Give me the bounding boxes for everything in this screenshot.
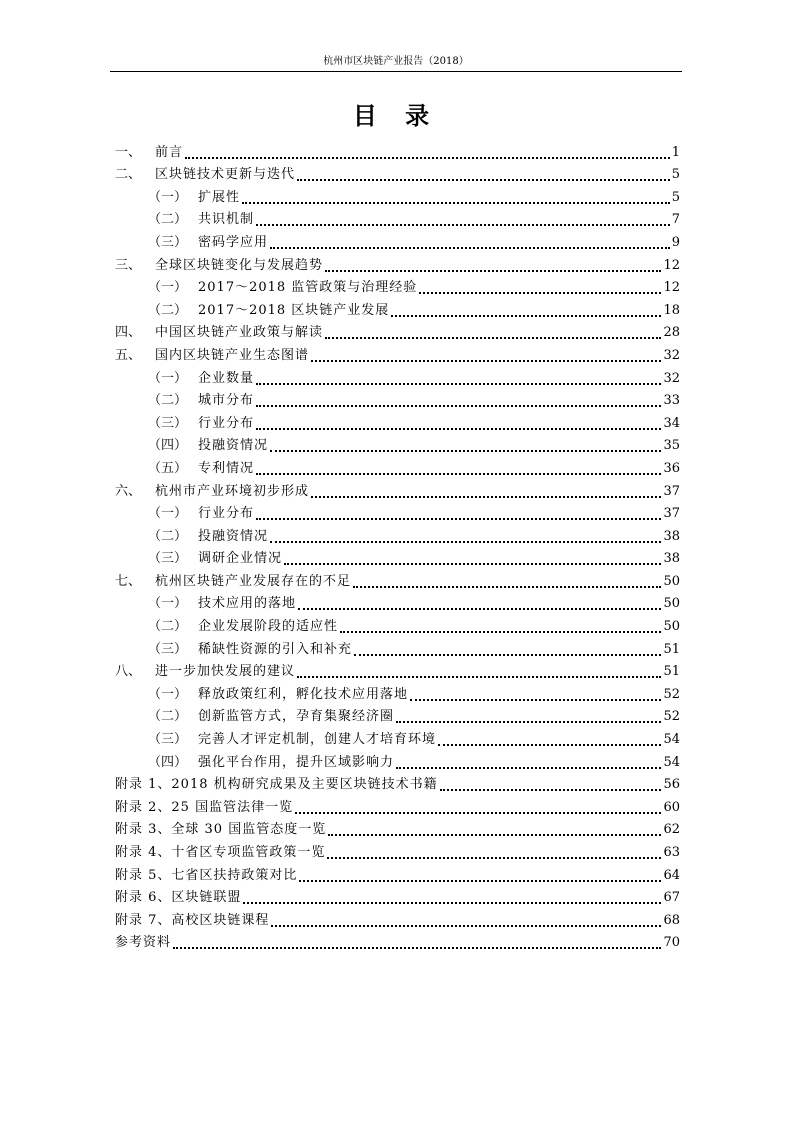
toc-label: 附录 6、区块链联盟	[115, 890, 242, 906]
toc-leader	[297, 664, 661, 678]
toc-label: 参考资料	[115, 935, 172, 951]
toc-number: （三）	[148, 641, 188, 657]
toc-leader	[256, 416, 661, 430]
toc-page: 5	[671, 189, 680, 205]
toc-leader	[295, 800, 661, 814]
toc-leader	[256, 393, 661, 407]
toc-label: 专利情况	[198, 460, 255, 476]
toc-number: （一）	[148, 370, 188, 386]
toc-page: 7	[671, 212, 680, 228]
toc-number: （二）	[148, 528, 188, 544]
toc-label: 释放政策红利，孵化技术应用落地	[198, 686, 409, 702]
toc-page: 54	[663, 732, 680, 748]
toc-entry[interactable]	[115, 387, 680, 410]
toc-entry[interactable]	[115, 341, 680, 364]
toc-page: 5	[671, 167, 680, 183]
toc-entry[interactable]	[115, 906, 680, 929]
toc-entry[interactable]	[115, 364, 680, 387]
toc-number: （四）	[148, 754, 188, 770]
toc-page: 38	[663, 528, 680, 544]
toc-entry[interactable]	[115, 545, 680, 568]
toc-number: 五、	[115, 347, 142, 363]
toc-number: （二）	[148, 709, 188, 725]
toc-entry[interactable]	[115, 183, 680, 206]
toc-leader	[298, 596, 661, 610]
toc-number: （二）	[148, 212, 188, 228]
toc-page: 35	[663, 438, 680, 454]
toc-leader	[271, 913, 661, 927]
toc-entry[interactable]	[115, 861, 680, 884]
toc-entry[interactable]	[115, 274, 680, 297]
toc-number: （一）	[148, 686, 188, 702]
toc-number: （二）	[148, 393, 188, 409]
toc-label: 行业分布	[198, 415, 255, 431]
toc-page: 32	[663, 347, 680, 363]
toc-entry[interactable]	[115, 567, 680, 590]
toc-page: 1	[671, 144, 680, 160]
toc-label: 稀缺性资源的引入和补充	[198, 641, 353, 657]
toc-number: 七、	[115, 573, 142, 589]
toc-page: 18	[663, 302, 680, 318]
toc-label: 附录 3、全球 30 国监管态度一览	[115, 822, 327, 838]
toc-entry[interactable]	[115, 161, 680, 184]
toc-entry[interactable]	[115, 477, 680, 500]
toc-leader	[396, 755, 661, 769]
toc-entry[interactable]	[115, 816, 680, 839]
toc-entry[interactable]	[115, 228, 680, 251]
toc-number: （三）	[148, 551, 188, 567]
toc-entry[interactable]	[115, 658, 680, 681]
toc-leader	[325, 325, 661, 339]
toc-page: 34	[663, 415, 680, 431]
toc-page: 63	[663, 845, 680, 860]
toc-leader	[311, 348, 661, 362]
toc-number: （三）	[148, 234, 188, 250]
toc-label: 区块链技术更新与迭代	[155, 167, 296, 183]
toc-label: 附录 2、25 国监管法律一览	[115, 799, 294, 815]
toc-label: 投融资情况	[198, 438, 269, 454]
toc-entry[interactable]	[115, 319, 680, 342]
toc-leader	[243, 890, 661, 904]
toc-number: 四、	[115, 325, 142, 341]
toc-number: （二）	[148, 619, 188, 635]
toc-entry[interactable]	[115, 884, 680, 907]
toc-page: 32	[663, 370, 680, 386]
toc-page: 37	[663, 506, 680, 522]
toc-leader	[419, 280, 661, 294]
toc-label: 附录 5、七省区扶持政策对比	[115, 867, 298, 883]
toc-label: 企业数量	[198, 370, 255, 386]
toc-label: 创新监管方式，孕育集聚经济圈	[198, 709, 395, 725]
toc-number: （一）	[148, 280, 188, 296]
toc-leader	[325, 258, 661, 272]
toc-leader	[440, 777, 662, 791]
toc-page: 62	[663, 822, 680, 838]
toc-entry[interactable]	[115, 793, 680, 816]
toc-leader	[270, 529, 661, 543]
toc-page: 60	[663, 799, 680, 815]
toc-page: 54	[663, 754, 680, 770]
toc-entry[interactable]	[115, 409, 680, 432]
toc-entry[interactable]	[115, 522, 680, 545]
toc-page: 38	[663, 551, 680, 567]
toc-entry[interactable]	[115, 500, 680, 523]
toc-page: 51	[663, 664, 680, 680]
toc-label: 调研企业情况	[198, 551, 283, 567]
toc-page: 36	[663, 460, 680, 476]
toc-label: 扩展性	[198, 189, 241, 205]
toc-entry[interactable]	[115, 612, 680, 635]
toc-number: （二）	[148, 302, 188, 318]
toc-entry[interactable]	[115, 206, 680, 229]
toc-entry[interactable]	[115, 296, 680, 319]
toc-page: 50	[663, 619, 680, 635]
toc-label: 国内区块链产业生态图谱	[155, 347, 310, 363]
toc-leader	[256, 371, 661, 385]
toc-page: 12	[663, 257, 680, 273]
page-title: 目 录	[352, 102, 440, 130]
toc-page: 52	[663, 709, 680, 725]
toc-label: 技术应用的落地	[198, 596, 297, 612]
toc-page: 67	[663, 890, 680, 906]
toc-label: 全球区块链变化与发展趋势	[155, 257, 324, 273]
toc-label: 前言	[155, 144, 184, 160]
toc-number: （一）	[148, 596, 188, 612]
toc-entry[interactable]	[115, 748, 680, 771]
toc-label: 企业发展阶段的适应性	[198, 619, 339, 635]
toc-number: （三）	[148, 732, 188, 748]
running-header: 杭州市区块链产业报告（2018）	[323, 56, 469, 67]
toc-entry[interactable]	[115, 454, 680, 477]
toc-leader	[328, 822, 661, 836]
toc-number: （五）	[148, 460, 188, 476]
toc-label: 2017～2018 监管政策与治理经验	[198, 280, 418, 296]
toc-label: 杭州市产业环境初步形成	[155, 483, 310, 499]
toc-page: 9	[671, 234, 680, 250]
toc-label: 附录 7、高校区块链课程	[115, 912, 270, 928]
toc-number: 三、	[115, 257, 142, 273]
toc-entry[interactable]	[115, 725, 680, 748]
toc-entry[interactable]	[115, 635, 680, 658]
toc-label: 行业分布	[198, 506, 255, 522]
toc-page: 50	[663, 573, 680, 589]
toc-label: 完善人才评定机制，创建人才培育环境	[198, 732, 437, 748]
toc-leader	[354, 642, 661, 656]
toc-entry[interactable]	[115, 703, 680, 726]
toc-page: 50	[663, 596, 680, 612]
toc-number: 八、	[115, 664, 142, 680]
toc-leader	[340, 619, 661, 633]
toc-entry[interactable]	[115, 838, 680, 861]
toc-number: （一）	[148, 189, 188, 205]
toc-number: 六、	[115, 483, 142, 499]
toc-label: 2017～2018 区块链产业发展	[198, 302, 390, 318]
header-rule	[110, 71, 682, 72]
toc-leader	[391, 303, 661, 317]
toc-entry[interactable]	[115, 590, 680, 613]
toc-leader	[353, 574, 661, 588]
toc-entry[interactable]	[115, 929, 680, 952]
toc-leader	[173, 935, 661, 949]
toc-page: 37	[663, 483, 680, 499]
toc-label: 城市分布	[198, 393, 255, 409]
table-of-contents	[115, 138, 680, 951]
toc-number: （一）	[148, 506, 188, 522]
toc-leader	[311, 484, 661, 498]
toc-number: （三）	[148, 415, 188, 431]
toc-label: 进一步加快发展的建议	[155, 664, 296, 680]
toc-label: 投融资情况	[198, 528, 269, 544]
toc-page: 70	[663, 935, 680, 951]
toc-label: 杭州区块链产业发展存在的不足	[155, 573, 352, 589]
toc-leader	[297, 167, 670, 181]
toc-label: 共识机制	[198, 212, 255, 228]
toc-leader	[299, 868, 661, 882]
toc-entry[interactable]	[115, 680, 680, 703]
toc-page: 64	[663, 867, 680, 883]
toc-entry[interactable]	[115, 771, 680, 794]
toc-page: 68	[663, 912, 680, 928]
toc-leader	[438, 732, 661, 746]
toc-label: 中国区块链产业政策与解读	[155, 325, 324, 341]
toc-leader	[270, 438, 661, 452]
toc-page: 28	[663, 325, 680, 341]
toc-entry[interactable]	[115, 138, 680, 161]
toc-page: 52	[663, 686, 680, 702]
toc-label: 强化平台作用，提升区域影响力	[198, 754, 395, 770]
toc-leader	[327, 845, 661, 859]
toc-leader	[256, 506, 661, 520]
toc-page: 56	[663, 777, 680, 793]
toc-number: （四）	[148, 438, 188, 454]
toc-leader	[270, 235, 670, 249]
toc-leader	[185, 145, 670, 159]
toc-number: 一、	[115, 144, 142, 160]
toc-leader	[256, 212, 670, 226]
toc-leader	[242, 190, 670, 204]
toc-number: 二、	[115, 167, 142, 183]
toc-page: 33	[663, 393, 680, 409]
toc-leader	[256, 461, 661, 475]
toc-page: 12	[663, 280, 680, 296]
toc-label: 附录 1、2018 机构研究成果及主要区块链技术书籍	[115, 777, 438, 793]
toc-leader	[396, 709, 661, 723]
toc-label: 密码学应用	[198, 234, 269, 250]
toc-entry[interactable]	[115, 251, 680, 274]
toc-page: 51	[663, 641, 680, 657]
toc-leader	[410, 687, 661, 701]
toc-label: 附录 4、十省区专项监管政策一览	[115, 845, 326, 860]
toc-entry[interactable]	[115, 432, 680, 455]
toc-leader	[284, 551, 661, 565]
